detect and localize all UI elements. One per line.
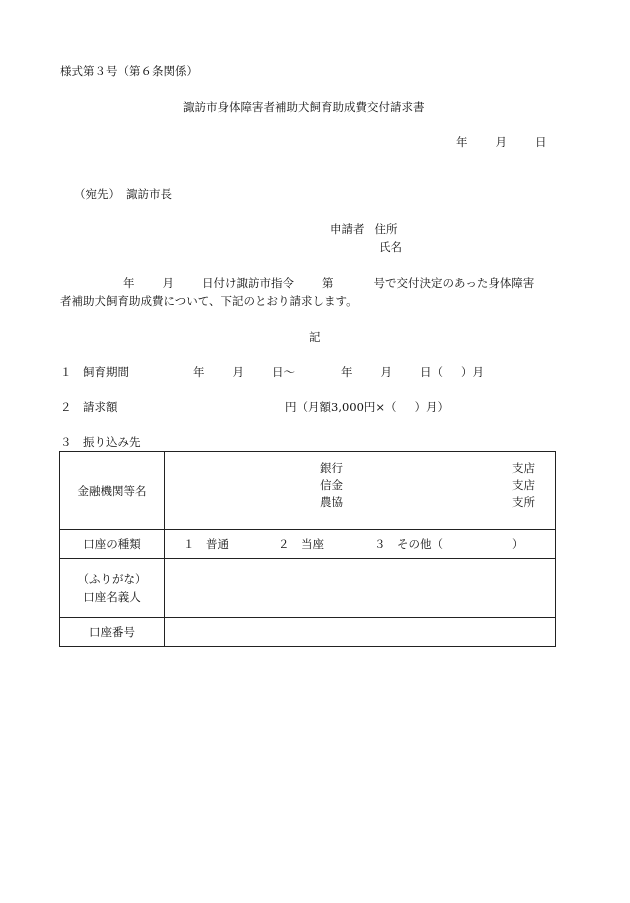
item1-period — [193, 365, 484, 379]
institution-cell — [165, 452, 556, 530]
form-number: 様式第３号（第６条関係） — [60, 64, 198, 78]
account-type-toza: ２ 当座 — [278, 536, 324, 551]
addressee-prefix: （宛先） — [74, 187, 120, 201]
item1-label: １ 飼育期間 — [60, 365, 129, 379]
account-number-cell — [165, 618, 556, 647]
body-month: 月 — [162, 276, 174, 290]
institution-nokyo: 農協 — [320, 494, 343, 509]
account-type-other-close: ） — [512, 536, 524, 551]
ki-heading: 記 — [309, 330, 321, 344]
period-day-2: 日（ — [420, 365, 443, 379]
period-year-2: 年 — [341, 365, 353, 379]
period-year-1: 年 — [193, 365, 205, 379]
applicant-address-label: 住所 — [374, 222, 398, 236]
body-go-rest: 号で交付決定のあった身体障害 — [373, 276, 535, 290]
body-dai: 第 — [322, 276, 334, 290]
period-months-end: ）月 — [461, 365, 484, 379]
item2-calc — [285, 400, 449, 414]
furigana-label: （ふりがな） — [77, 572, 147, 586]
holder-label: 口座名義人 — [83, 590, 141, 604]
period-day-1: 日～ — [272, 365, 295, 379]
body-line-1 — [123, 276, 534, 290]
body-line-2: 者補助犬飼育助成費について、下記のとおり請求します。 — [60, 294, 358, 308]
applicant-address-line — [330, 222, 398, 236]
account-type-futsu: １ 普通 — [183, 536, 229, 551]
institution-shinkin: 信金 — [320, 477, 343, 492]
institution-label: 金融機関等名 — [60, 452, 165, 530]
branch-3: 支所 — [512, 494, 535, 509]
body-directive: 日付け諏訪市指令 — [202, 276, 294, 290]
account-holder-label — [60, 559, 165, 618]
date-year: 年 — [456, 135, 468, 149]
calc-start: 円（月額3,000円×（ — [285, 400, 397, 414]
bank-table — [59, 451, 556, 647]
date-month: 月 — [495, 135, 507, 149]
institution-bank: 銀行 — [320, 460, 343, 475]
account-type-cell — [165, 530, 556, 559]
account-number-label: 口座番号 — [60, 618, 165, 647]
date-line — [456, 135, 547, 149]
body-year: 年 — [123, 276, 135, 290]
account-type-label: 口座の種類 — [60, 530, 165, 559]
account-holder-cell — [165, 559, 556, 618]
period-month-1: 月 — [232, 365, 244, 379]
applicant-name-label: 氏名 — [379, 240, 402, 254]
addressee-name: 諏訪市長 — [126, 187, 172, 201]
addressee — [74, 187, 172, 201]
branch-2: 支店 — [512, 477, 535, 492]
account-type-other: ３ その他（ — [374, 536, 443, 551]
date-day: 日 — [535, 135, 547, 149]
branch-1: 支店 — [512, 460, 535, 475]
applicant-label: 申請者 — [330, 222, 365, 236]
item3-label: ３ 振り込み先 — [60, 435, 141, 449]
item2-label: ２ 請求額 — [60, 400, 118, 414]
document-title: 諏訪市身体障害者補助犬飼育助成費交付請求書 — [183, 100, 425, 114]
period-month-2: 月 — [380, 365, 392, 379]
calc-end: ）月） — [414, 400, 450, 414]
